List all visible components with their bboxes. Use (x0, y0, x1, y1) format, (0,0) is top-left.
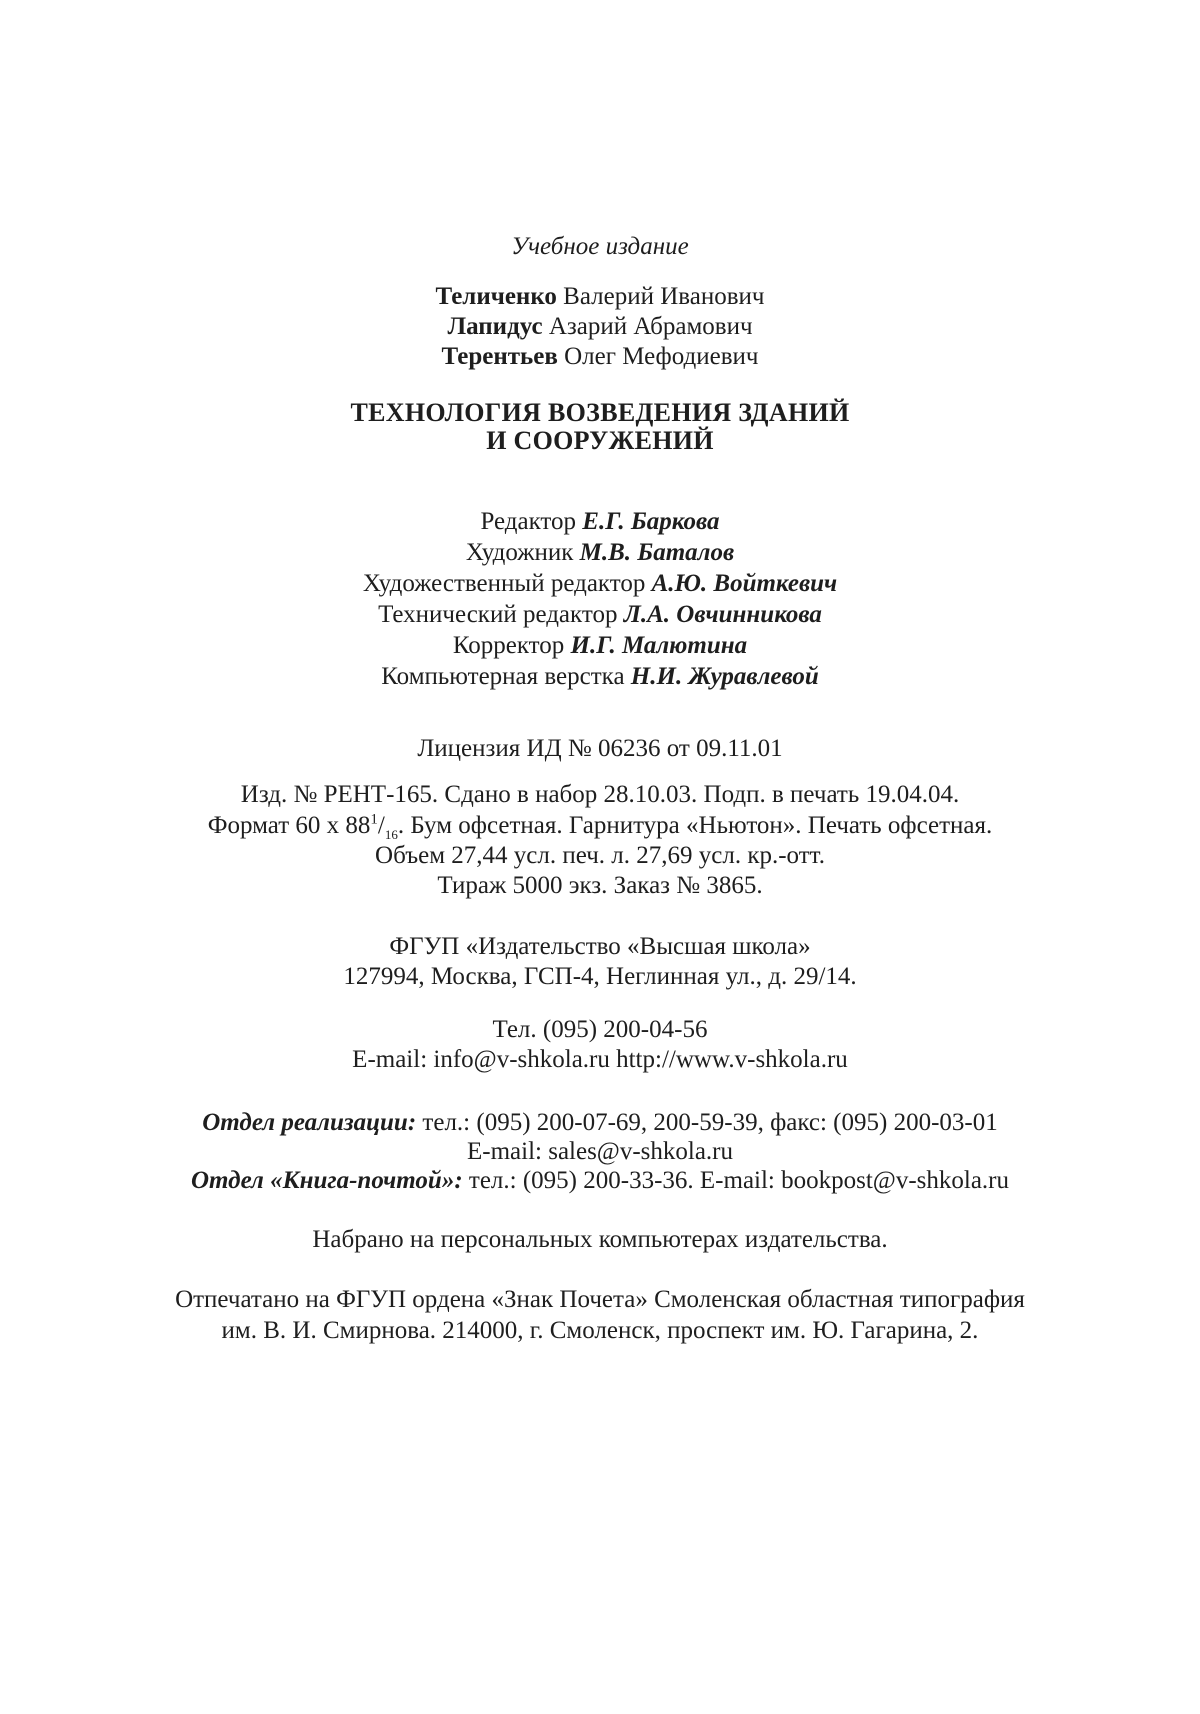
format-prefix: Формат 60 х 88 (207, 812, 371, 839)
book-post-dept-label: Отдел «Книга-почтой»: (191, 1167, 463, 1194)
edition-type: Учебное издание (511, 233, 689, 260)
book-title-line-2: И СООРУЖЕНИЙ (486, 426, 714, 455)
credit-line (0, 662, 1200, 692)
sales-dept-contacts: тел.: (095) 200-07-69, 200-59-39, факс: (095) 200-03-01 (416, 1109, 998, 1136)
book-post-dept-contacts: тел.: (095) 200-33-36. E-mail: bookpost@v-shkola.ru (462, 1167, 1009, 1194)
credit-line (0, 507, 1200, 537)
credit-line (0, 569, 1200, 599)
credit-name: Е.Г. Баркова (582, 508, 720, 535)
publisher-phone: Тел. (095) 200-04-56 (492, 1016, 708, 1043)
imprint-line-1: Изд. № РЕНТ-165. Сдано в набор 28.10.03. Подп. в печать 19.04.04. (240, 781, 960, 808)
publisher-address: 127994, Москва, ГСП-4, Неглинная ул., д. 29/14. (343, 963, 857, 990)
author-given-names: Валерий Иванович (563, 283, 765, 310)
credit-line (0, 631, 1200, 661)
publisher-name: ФГУП «Издательство «Высшая школа» (389, 933, 811, 960)
credit-role: Технический редактор (378, 601, 618, 628)
book-title-line-1: ТЕХНОЛОГИЯ ВОЗВЕДЕНИЯ ЗДАНИЙ (350, 398, 850, 427)
credit-name: И.Г. Малютина (570, 632, 748, 659)
imprint-format-line: Формат 60 х $88^1/_{16}$. Бум офсетная. Гарнитура «Ньютон». Печать офсетная. (207, 811, 993, 842)
publisher-email-web: E-mail: info@v-shkola.ru http://www.v-shkola.ru (352, 1046, 848, 1073)
credit-name: Н.И. Журавлевой (630, 663, 819, 690)
author-last-name: Терентьев (441, 343, 558, 370)
sales-dept-line (0, 1108, 1200, 1138)
author-line (0, 342, 1200, 372)
imprint-print-run-line: Тираж 5000 экз. Заказ № 3865. (437, 872, 763, 899)
credit-line (0, 600, 1200, 630)
format-suffix: . Бум офсетная. Гарнитура «Ньютон». Печать офсетная. (397, 812, 993, 839)
author-last-name: Теличенко (435, 283, 557, 310)
author-given-names: Азарий Абрамович (548, 313, 753, 340)
sales-dept-label: Отдел реализации: (202, 1109, 417, 1136)
imprint-volume-line: Объем 27,44 усл. печ. л. 27,69 усл. кр.-отт. (375, 842, 825, 869)
sales-email: E-mail: sales@v-shkola.ru (466, 1138, 733, 1165)
author-line (0, 282, 1200, 312)
license-line: Лицензия ИД № 06236 от 09.11.01 (417, 735, 783, 762)
credit-role: Редактор (480, 508, 577, 535)
credit-name: М.В. Баталов (579, 539, 735, 566)
credit-role: Компьютерная верстка (381, 663, 625, 690)
format-fraction-numerator: 1 (370, 811, 378, 828)
credit-role: Корректор (452, 632, 565, 659)
typeset-note: Набрано на персональных компьютерах издательства. (312, 1226, 888, 1253)
author-line (0, 312, 1200, 342)
format-fraction-denominator: 16 (384, 827, 398, 842)
credit-name: Л.А. Овчинникова (623, 601, 822, 628)
credit-role: Художник (465, 539, 574, 566)
book-post-dept-line (0, 1166, 1200, 1196)
author-given-names: Олег Мефодиевич (564, 343, 759, 370)
printing-house-line-2: им. В. И. Смирнова. 214000, г. Смоленск, проспект им. Ю. Гагарина, 2. (221, 1317, 979, 1344)
author-last-name: Лапидус (447, 313, 543, 340)
printing-house-line-1: Отпечатано на ФГУП ордена «Знак Почета» Смоленская областная типография (175, 1286, 1025, 1313)
credit-name: А.Ю. Войткевич (651, 570, 838, 597)
credit-line (0, 538, 1200, 568)
credit-role: Художественный редактор (362, 570, 646, 597)
